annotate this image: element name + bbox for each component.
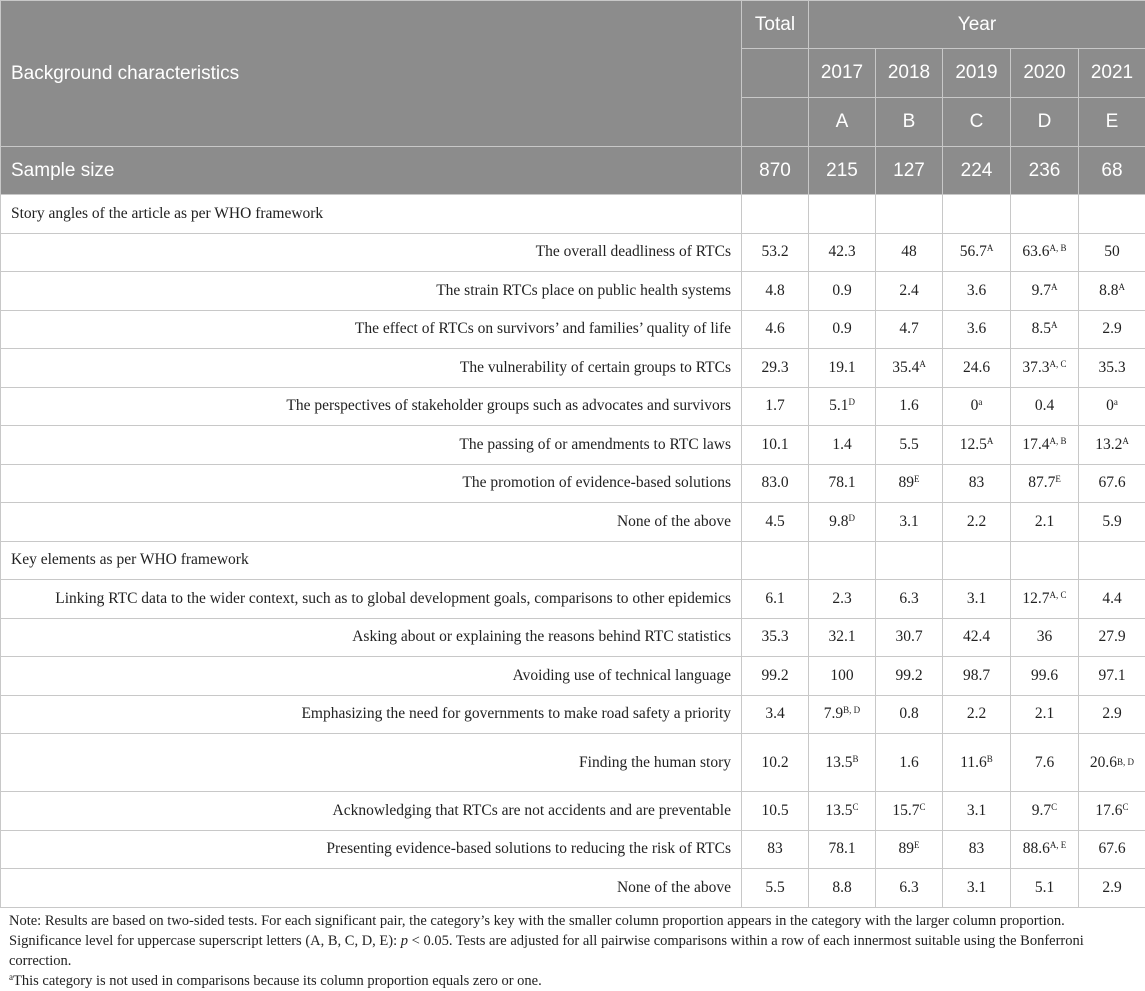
year-header: Year: [809, 1, 1145, 49]
significance-superscript: C: [919, 801, 926, 812]
significance-superscript: a: [1113, 397, 1118, 408]
row-label: Finding the human story: [1, 734, 742, 792]
value-cell: [876, 618, 943, 657]
value-cell: [1079, 869, 1145, 908]
row-label: The promotion of evidence-based solutions: [1, 464, 742, 503]
table-body: [1, 195, 1145, 908]
value-cell: [809, 869, 876, 908]
total-letter-blank: [742, 98, 809, 147]
cell-value: 6.3: [899, 589, 919, 607]
significance-superscript: E: [914, 474, 920, 485]
value-cell: [1079, 272, 1145, 311]
sample-size-2020: 236: [1011, 147, 1079, 195]
value-cell: [809, 464, 876, 503]
cell-value: 9.8: [829, 512, 849, 530]
cell-value: 5.5: [899, 435, 919, 453]
value-cell: [876, 792, 943, 831]
cell-value: 67.6: [1098, 474, 1126, 492]
letter-a-header: A: [809, 98, 876, 147]
year-2020-header: 2020: [1011, 49, 1079, 98]
cell-value: 5.1: [829, 397, 849, 415]
value-cell: [943, 657, 1011, 696]
significance-superscript: A, B: [1049, 435, 1067, 446]
value-cell: [809, 657, 876, 696]
value-cell: [742, 310, 809, 349]
value-cell: [943, 695, 1011, 734]
value-cell: [742, 503, 809, 542]
cell-value: 83: [968, 840, 985, 858]
footnote-text: This category is not used in comparisons because its column proportion equals zero or one.: [13, 972, 542, 989]
table-row: [1, 734, 1145, 792]
cell-value: 83.0: [761, 474, 789, 492]
value-cell: [809, 387, 876, 426]
value-cell: [943, 869, 1011, 908]
value-cell: [876, 387, 943, 426]
value-cell: [1079, 657, 1145, 696]
value-cell: [943, 233, 1011, 272]
value-cell: [1079, 695, 1145, 734]
cell-value: 0.8: [899, 705, 919, 723]
cell-value: 4.6: [765, 320, 785, 338]
cell-value: 11.6: [960, 753, 987, 771]
cell-value: 30.7: [895, 628, 923, 646]
value-cell: [1011, 349, 1079, 388]
cell-value: 9.7: [1031, 801, 1052, 819]
value-cell: [809, 734, 876, 792]
cell-value: 4.7: [899, 320, 919, 338]
cell-value: 53.2: [761, 243, 789, 261]
value-cell: [809, 272, 876, 311]
letter-d-header: D: [1011, 98, 1079, 147]
cell-value: 2.4: [899, 281, 919, 299]
significance-superscript: B: [986, 753, 993, 764]
row-label: Presenting evidence-based solutions to reducing the risk of RTCs: [1, 830, 742, 869]
value-cell: [1011, 310, 1079, 349]
value-cell: [742, 869, 809, 908]
cell-value: 78.1: [828, 840, 856, 858]
cell-value: 20.6: [1089, 753, 1118, 771]
cell-value: 97.1: [1098, 666, 1126, 684]
section-empty-cell: [742, 541, 809, 580]
value-cell: [876, 272, 943, 311]
sample-size-2017: 215: [809, 147, 876, 195]
cell-value: 99.2: [761, 666, 789, 684]
cell-value: 2.9: [1102, 320, 1122, 338]
cell-value: 2.1: [1034, 512, 1055, 530]
cell-value: 7.6: [1034, 753, 1055, 771]
value-cell: [1011, 830, 1079, 869]
sample-size-2021: 68: [1079, 147, 1145, 195]
value-cell: [742, 233, 809, 272]
significance-superscript: D: [848, 397, 855, 408]
value-cell: [943, 426, 1011, 465]
value-cell: [742, 272, 809, 311]
cell-value: 13.5: [825, 753, 853, 771]
cell-value: 1.7: [765, 397, 785, 415]
cell-value: 6.1: [765, 589, 785, 607]
cell-value: 1.6: [899, 397, 919, 415]
sample-size-label: Sample size: [1, 147, 742, 195]
value-cell: [1011, 869, 1079, 908]
cell-value: 13.2: [1095, 435, 1123, 453]
value-cell: [876, 830, 943, 869]
cell-value: 13.5: [825, 801, 853, 819]
cell-value: 42.4: [962, 628, 991, 646]
value-cell: [876, 657, 943, 696]
cell-value: 35.3: [1098, 358, 1126, 376]
value-cell: [742, 734, 809, 792]
value-cell: [742, 387, 809, 426]
cell-value: 2.1: [1034, 705, 1055, 723]
cell-value: 0: [970, 397, 979, 415]
cell-value: 48: [901, 243, 917, 261]
value-cell: [876, 869, 943, 908]
cell-value: 3.1: [899, 512, 919, 530]
cell-value: 89: [898, 474, 914, 492]
value-cell: [943, 387, 1011, 426]
section-empty-cell: [1011, 195, 1079, 234]
table-row: [1, 618, 1145, 657]
cell-value: 0.9: [832, 320, 852, 338]
significance-superscript: A: [1050, 281, 1058, 292]
value-cell: [876, 503, 943, 542]
cell-value: 89: [898, 840, 914, 858]
cell-value: 8.5: [1031, 320, 1051, 338]
cell-value: 10.2: [761, 753, 789, 771]
cell-value: 12.7: [1022, 589, 1050, 607]
value-cell: [809, 349, 876, 388]
significance-superscript: C: [1051, 801, 1058, 812]
cell-value: 3.1: [966, 589, 987, 607]
value-cell: [876, 426, 943, 465]
table-row: [1, 830, 1145, 869]
value-cell: [876, 695, 943, 734]
sample-size-2019: 224: [943, 147, 1011, 195]
cell-value: 5.9: [1102, 512, 1122, 530]
value-cell: [1079, 310, 1145, 349]
cell-value: 32.1: [828, 628, 856, 646]
significance-superscript: A: [1122, 435, 1129, 446]
cell-value: 63.6: [1022, 243, 1050, 261]
cell-value: 4.4: [1102, 589, 1122, 607]
significance-superscript: B: [852, 753, 859, 764]
cell-value: 67.6: [1098, 840, 1126, 858]
value-cell: [742, 695, 809, 734]
cell-value: 8.8: [832, 878, 852, 896]
value-cell: [1011, 503, 1079, 542]
row-label: Linking RTC data to the wider context, such as to global development goals, comparisons to other epidemics: [1, 580, 742, 619]
total-header-blank: [742, 49, 809, 98]
value-cell: [1011, 233, 1079, 272]
row-label: The passing of or amendments to RTC laws: [1, 426, 742, 465]
cell-value: 2.2: [966, 705, 987, 723]
value-cell: [943, 272, 1011, 311]
row-label: Emphasizing the need for governments to make road safety a priority: [1, 695, 742, 734]
letter-e-header: E: [1079, 98, 1145, 147]
table-notes: [0, 908, 1145, 991]
cell-value: 15.7: [892, 801, 920, 819]
table-row: [1, 657, 1145, 696]
value-cell: [1079, 734, 1145, 792]
table-row: [1, 503, 1145, 542]
value-cell: [876, 233, 943, 272]
cell-value: 2.2: [966, 512, 987, 530]
value-cell: [943, 734, 1011, 792]
significance-superscript: a: [978, 397, 983, 408]
value-cell: [1011, 387, 1079, 426]
cell-value: 98.7: [962, 666, 991, 684]
significance-superscript: E: [914, 840, 920, 851]
value-cell: [809, 233, 876, 272]
significance-superscript: A: [986, 435, 994, 446]
value-cell: [1011, 734, 1079, 792]
cell-value: 99.6: [1030, 666, 1059, 684]
note-footnote-a: [9, 971, 1136, 991]
cell-value: 5.5: [765, 878, 785, 896]
value-cell: [876, 464, 943, 503]
cell-value: 7.9: [823, 705, 844, 723]
value-cell: [809, 310, 876, 349]
section-empty-cell: [1079, 541, 1145, 580]
section-empty-cell: [876, 541, 943, 580]
section-empty-cell: [943, 195, 1011, 234]
significance-superscript: A: [1050, 320, 1058, 331]
value-cell: [809, 426, 876, 465]
value-cell: [943, 580, 1011, 619]
cell-value: 36: [1036, 628, 1053, 646]
cell-value: 27.9: [1098, 628, 1126, 646]
value-cell: [742, 792, 809, 831]
table-header: [1, 1, 1145, 195]
cell-value: 10.5: [761, 801, 789, 819]
cell-value: 29.3: [761, 358, 789, 376]
significance-superscript: B, D: [843, 705, 861, 716]
section-empty-cell: [1079, 195, 1145, 234]
row-label: None of the above: [1, 869, 742, 908]
value-cell: [943, 349, 1011, 388]
cell-value: 35.3: [761, 628, 789, 646]
cell-value: 3.1: [966, 801, 987, 819]
value-cell: [742, 830, 809, 869]
row-label: The perspectives of stakeholder groups such as advocates and survivors: [1, 387, 742, 426]
table-row: [1, 272, 1145, 311]
cell-value: 0.4: [1034, 397, 1055, 415]
section-title: Story angles of the article as per WHO framework: [1, 195, 742, 234]
value-cell: [943, 830, 1011, 869]
section-empty-cell: [809, 195, 876, 234]
significance-superscript: C: [1122, 801, 1129, 812]
cell-value: 17.4: [1022, 435, 1050, 453]
letter-b-header: B: [876, 98, 943, 147]
footnote-marker: a: [9, 971, 13, 982]
row-label: Asking about or explaining the reasons behind RTC statistics: [1, 618, 742, 657]
significance-superscript: A: [1118, 281, 1125, 292]
value-cell: [943, 618, 1011, 657]
table-row: [1, 310, 1145, 349]
year-2021-header: 2021: [1079, 49, 1145, 98]
cell-value: 0.9: [832, 281, 852, 299]
note-significance: [9, 911, 1136, 971]
cell-value: 3.1: [966, 878, 987, 896]
value-cell: [1079, 503, 1145, 542]
value-cell: [1079, 792, 1145, 831]
cell-value: 78.1: [828, 474, 856, 492]
significance-superscript: A, B: [1049, 243, 1067, 254]
cell-value: 2.9: [1102, 878, 1122, 896]
sample-size-total: 870: [742, 147, 809, 195]
sample-size-2018: 127: [876, 147, 943, 195]
value-cell: [1079, 618, 1145, 657]
section-empty-cell: [809, 541, 876, 580]
significance-superscript: A, C: [1049, 358, 1067, 369]
value-cell: [1079, 464, 1145, 503]
cell-value: 1.6: [899, 753, 919, 771]
section-empty-cell: [742, 195, 809, 234]
value-cell: [809, 503, 876, 542]
cell-value: 2.3: [832, 589, 852, 607]
cell-value: 6.3: [899, 878, 919, 896]
value-cell: [943, 503, 1011, 542]
value-cell: [876, 349, 943, 388]
value-cell: [1011, 272, 1079, 311]
cell-value: 9.7: [1031, 281, 1051, 299]
value-cell: [1011, 657, 1079, 696]
row-label: The vulnerability of certain groups to RTCs: [1, 349, 742, 388]
value-cell: [809, 695, 876, 734]
table-row: [1, 869, 1145, 908]
value-cell: [1011, 580, 1079, 619]
cell-value: 88.6: [1022, 840, 1050, 858]
value-cell: [876, 734, 943, 792]
cell-value: 5.1: [1034, 878, 1055, 896]
table-row: [1, 580, 1145, 619]
value-cell: [1011, 426, 1079, 465]
value-cell: [943, 464, 1011, 503]
section-empty-cell: [1011, 541, 1079, 580]
value-cell: [876, 580, 943, 619]
year-2018-header: 2018: [876, 49, 943, 98]
value-cell: [742, 657, 809, 696]
value-cell: [1079, 387, 1145, 426]
value-cell: [1011, 792, 1079, 831]
cell-value: 83: [767, 840, 783, 858]
value-cell: [742, 580, 809, 619]
value-cell: [1079, 580, 1145, 619]
row-label: None of the above: [1, 503, 742, 542]
cell-value: 3.4: [765, 705, 785, 723]
cell-value: 100: [830, 666, 854, 684]
total-header: Total: [742, 1, 809, 49]
row-label: Acknowledging that RTCs are not accidents and are preventable: [1, 792, 742, 831]
significance-superscript: A, E: [1049, 840, 1067, 851]
significance-superscript: E: [1055, 474, 1061, 485]
value-cell: [876, 310, 943, 349]
cell-value: 99.2: [895, 666, 923, 684]
cell-value: 4.8: [765, 281, 785, 299]
section-header-row: [1, 195, 1145, 234]
significance-superscript: B, D: [1117, 756, 1135, 767]
value-cell: [1011, 464, 1079, 503]
value-cell: [1011, 618, 1079, 657]
value-cell: [1011, 695, 1079, 734]
table-row: [1, 387, 1145, 426]
cell-value: 1.4: [832, 435, 852, 453]
cell-value: 8.8: [1099, 281, 1119, 299]
value-cell: [809, 580, 876, 619]
section-empty-cell: [876, 195, 943, 234]
note-text-start: Note: Results are based on two-sided tests. For each significant pair, the category’s key with the smaller column proportion appears in the category with the larger column proportion. Significance level for uppercase superscript letters (A, B, C, D, E):: [9, 912, 1065, 949]
letter-c-header: C: [943, 98, 1011, 147]
value-cell: [809, 618, 876, 657]
section-title: Key elements as per WHO framework: [1, 541, 742, 580]
cell-value: 87.7: [1028, 474, 1056, 492]
value-cell: [1079, 349, 1145, 388]
cell-value: 37.3: [1022, 358, 1050, 376]
value-cell: [742, 618, 809, 657]
cell-value: 83: [968, 474, 985, 492]
row-label: Avoiding use of technical language: [1, 657, 742, 696]
value-cell: [809, 792, 876, 831]
value-cell: [1079, 830, 1145, 869]
significance-superscript: A: [986, 243, 994, 254]
background-header: Background characteristics: [1, 1, 742, 147]
value-cell: [742, 349, 809, 388]
cell-value: 42.3: [828, 243, 856, 261]
section-empty-cell: [943, 541, 1011, 580]
section-header-row: [1, 541, 1145, 580]
cell-value: 12.5: [959, 435, 987, 453]
cell-value: 4.5: [765, 512, 785, 530]
row-label: The effect of RTCs on survivors’ and families’ quality of life: [1, 310, 742, 349]
table-row: [1, 349, 1145, 388]
table-row: [1, 233, 1145, 272]
value-cell: [742, 426, 809, 465]
cell-value: 35.4: [892, 358, 920, 376]
table-row: [1, 464, 1145, 503]
value-cell: [943, 792, 1011, 831]
table-row: [1, 695, 1145, 734]
significance-superscript: A, C: [1049, 589, 1067, 600]
year-2017-header: 2017: [809, 49, 876, 98]
note-text-end: < 0.05. Tests are adjusted for all pairwise comparisons within a row of each innermost suitable using the Bonferroni correction.: [9, 932, 1084, 969]
value-cell: [1079, 426, 1145, 465]
cell-value: 2.9: [1102, 705, 1122, 723]
cell-value: 19.1: [828, 358, 856, 376]
cell-value: 50: [1104, 243, 1120, 261]
row-label: The strain RTCs place on public health systems: [1, 272, 742, 311]
table-row: [1, 792, 1145, 831]
cell-value: 10.1: [761, 435, 789, 453]
value-cell: [809, 830, 876, 869]
cell-value: 3.6: [966, 320, 987, 338]
table-row: [1, 426, 1145, 465]
cell-value: 3.6: [966, 281, 987, 299]
note-p-symbol: p: [400, 932, 409, 949]
significance-superscript: C: [852, 801, 859, 812]
row-label: The overall deadliness of RTCs: [1, 233, 742, 272]
cell-value: 56.7: [959, 243, 987, 261]
year-2019-header: 2019: [943, 49, 1011, 98]
cell-value: 0: [1106, 397, 1114, 415]
value-cell: [742, 464, 809, 503]
significance-superscript: A: [919, 358, 926, 369]
significance-superscript: D: [848, 512, 855, 523]
cell-value: 24.6: [962, 358, 991, 376]
cell-value: 17.6: [1095, 801, 1123, 819]
value-cell: [943, 310, 1011, 349]
value-cell: [1079, 233, 1145, 272]
